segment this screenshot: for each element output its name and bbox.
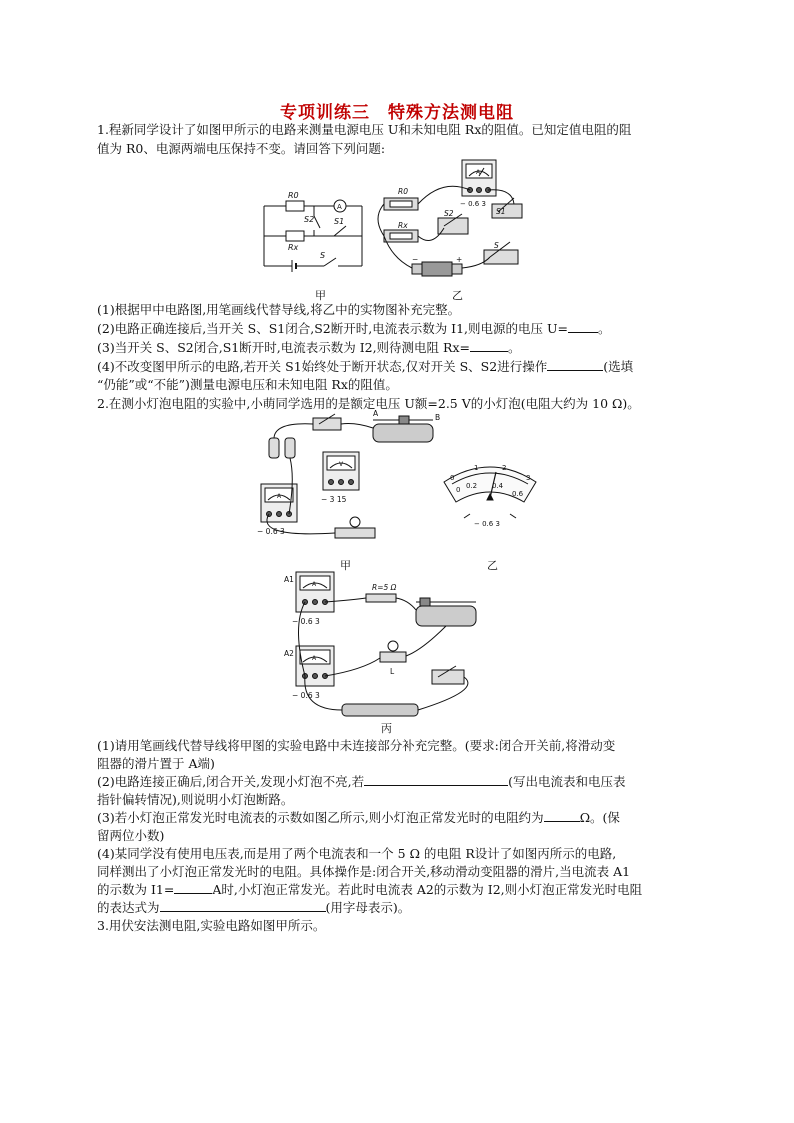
fig1-label-s2: S2 (304, 215, 315, 224)
svg-text:A: A (312, 655, 317, 662)
q1-part4-text2: (选填 (603, 359, 634, 374)
q2-caption-jia: 甲 (340, 559, 351, 572)
q2-part2-text2: (写出电流表和电压表 (508, 774, 626, 789)
fig3-label-a2: A2 (284, 649, 294, 658)
q2-part2-blank[interactable] (364, 773, 508, 786)
fig2-label-a: A (373, 409, 379, 418)
svg-text:V: V (339, 461, 344, 468)
q1-part3-blank[interactable] (470, 339, 508, 352)
q2-part3-cont: 留两位小数) (97, 828, 165, 843)
fig1b-label-r0: R0 (398, 187, 408, 196)
q2-part4-text2: A时,小灯泡正常发光。若此时电流表 A2的示数为 I2,则小灯泡正常发光时电阻 (212, 882, 643, 897)
q2-part3-text2: Ω。(保 (579, 810, 620, 825)
q1-part2-end: 。 (598, 321, 611, 336)
q2-part2 (97, 773, 626, 791)
fig3-label-l: L (390, 667, 395, 676)
q2-part2-text: (2)电路连接正确后,闭合开关,发现小灯泡不亮,若 (97, 774, 365, 789)
q1-part2 (97, 320, 611, 338)
svg-text:0: 0 (456, 486, 461, 494)
q1-part3 (97, 339, 520, 357)
dial-top-0: 0 (450, 474, 455, 482)
q2-apparatus-jia (255, 408, 455, 548)
q1-part4-text: (4)不改变图甲所示的电路,若开关 S1始终处于断开状态,仅对开关 S、S2进行操作 (97, 359, 548, 374)
fig1-label-s: S (320, 251, 326, 260)
fig1b-label-s2: S2 (444, 209, 454, 218)
q2-part4-text3: 的表达式为 (97, 900, 160, 915)
fig3-label-a1: A1 (284, 575, 294, 584)
q2-part4-line1: (4)某同学没有使用电压表,而是用了两个电流表和一个 5 Ω 的电阻 R设计了如图丙所示的电路, (97, 846, 617, 861)
q1-part2-blank[interactable] (568, 320, 598, 333)
q2-ammeter-dial (440, 458, 540, 532)
q1-part2-text: (2)电路正确连接后,当开关 S、S1闭合,S2断开时,电流表示数为 I1,则电源的电压 U= (97, 321, 569, 336)
dial-bottom-0.4: 0.4 (492, 482, 504, 490)
fig3-label-r: R=5 Ω (372, 583, 397, 592)
svg-text:A: A (312, 581, 317, 588)
fig1-label-s1: S1 (334, 217, 345, 226)
dial-top-3: 3 (526, 474, 531, 482)
q1-part1: (1)根据甲中电路图,用笔画线代替导线,将乙中的实物图补充完整。 (97, 302, 461, 317)
q2-part3-text: (3)若小灯泡正常发光时电流表的示数如图乙所示,则小灯泡正常发光时的电阻约为 (97, 810, 544, 825)
fig1b-label-rx: Rx (398, 221, 408, 230)
q3-stem: 3.用伏安法测电阻,实验电路如图甲所示。 (97, 918, 326, 933)
fig3-label-range-a1: − 0.6 3 (292, 617, 320, 626)
q2-part4-line3 (97, 881, 642, 899)
q1-stem-line2: 值为 R0、电源两端电压保持不变。请回答下列问题: (97, 141, 386, 156)
q2-caption-yi: 乙 (487, 559, 498, 572)
q2-part3 (97, 809, 620, 827)
q1-part3-end: 。 (507, 340, 521, 355)
q1-part4-blank[interactable] (547, 358, 603, 371)
rheostat (373, 424, 433, 442)
q1-part4-cont: “仍能”或“不能”)测量电源电压和未知电阻 Rx的阻值。 (97, 377, 398, 392)
q1-apparatus-figure (372, 158, 532, 278)
q2-caption-bing: 丙 (381, 722, 392, 735)
q2-part4-text4: (用字母表示)。 (325, 900, 411, 915)
fig2-label-range-v: − 3 15 (321, 495, 347, 504)
q2-part4-blank2[interactable] (160, 899, 326, 912)
dial-range: − 0.6 3 (474, 520, 500, 528)
fig1-label-rx: Rx (288, 243, 299, 252)
q1-caption-jia: 甲 (315, 289, 326, 302)
dial-top-1: 1 (474, 464, 479, 472)
fig2-label-range-a: − 0.6 3 (257, 527, 285, 536)
svg-text:A: A (277, 493, 282, 500)
q2-part4-line4 (97, 899, 410, 917)
fig1b-label-range: − 0.6 3 (460, 200, 486, 208)
r0-resistor (286, 201, 304, 211)
dial-bottom-0.2: 0.2 (466, 482, 478, 490)
fig1b-label-s1: S1 (496, 207, 506, 216)
page-title: 专项训练三 特殊方法测电阻 (280, 103, 514, 123)
q1-stem-line1: 1.程新同学设计了如图甲所示的电路来测量电源电压 U和未知电阻 Rx的阻值。已知定值电阻的阻 (97, 122, 632, 137)
q2-apparatus-bing (282, 570, 492, 720)
q2-part2-cont: 指针偏转情况),则说明小灯泡断路。 (97, 792, 294, 807)
q2-part1-line2: 阻器的滑片置于 A端) (97, 756, 215, 771)
q2-stem: 2.在测小灯泡电阻的实验中,小萌同学选用的是额定电压 U额=2.5 V的小灯泡(电阻大约为 10 Ω)。 (97, 396, 640, 411)
dial-top-2: 2 (502, 464, 507, 472)
fig3-label-range-a2: − 0.6 3 (292, 691, 320, 700)
q2-part3-blank[interactable] (544, 809, 580, 822)
q1-part3-text: (3)当开关 S、S2闭合,S1断开时,电流表示数为 I2,则待测电阻 Rx= (97, 340, 470, 355)
q1-caption-yi: 乙 (452, 289, 463, 302)
q1-circuit-diagram (258, 180, 368, 272)
fig1b-label-s: S (494, 241, 499, 250)
fig1b-label-a: A (476, 169, 481, 176)
q1-part4 (97, 358, 633, 376)
dial-bottom-0.6: 0.6 (512, 490, 524, 498)
fig1b-label-minus: − (412, 255, 419, 264)
q2-part4-line2: 同样测出了小灯泡正常发光时的电阻。具体操作是:闭合开关,移动滑动变阻器的滑片,当电流表 A1 (97, 864, 631, 879)
fig1-label-r0: R0 (288, 191, 299, 200)
q2-part4-blank1[interactable] (174, 881, 212, 894)
q2-part4-text: 的示数为 I1= (97, 882, 175, 897)
q2-part1-line1: (1)请用笔画线代替导线将甲图的实验电路中未连接部分补充完整。(要求:闭合开关前,将滑动变 (97, 738, 616, 753)
fig1-label-a: A (337, 203, 342, 211)
fig1b-label-plus: + (456, 255, 463, 264)
fig2-label-b: B (435, 413, 441, 422)
